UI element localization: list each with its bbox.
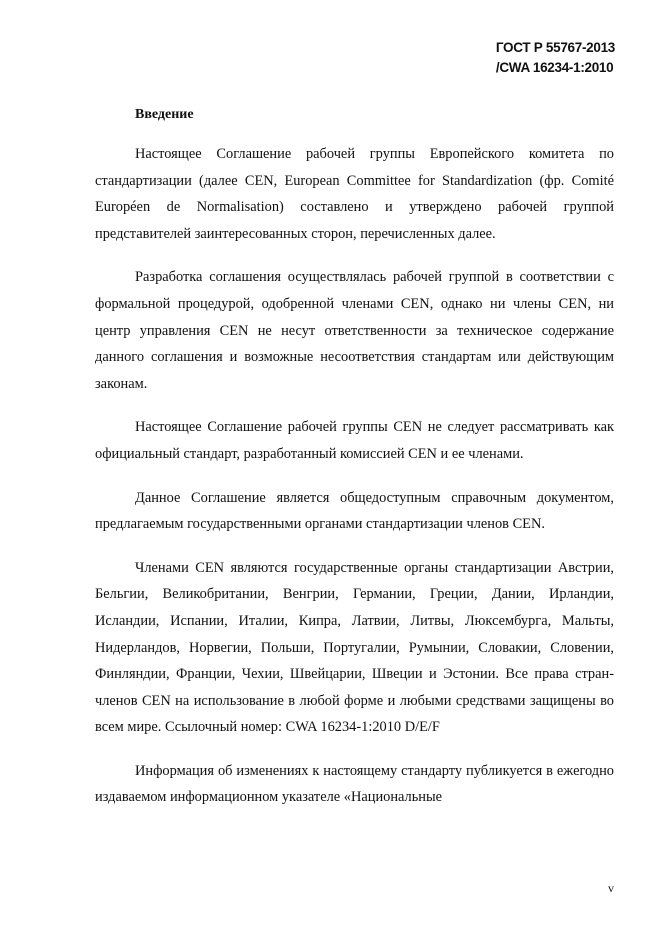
section-title: Введение <box>135 107 194 122</box>
paragraph-2: Разработка соглашения осуществлялась рабочей группой в соответствии с формальной процедурой, одобренной членами CEN, однако ни члены CEN, ни центр управления CEN не несут ответственности за техническое содержание данного соглашения и возможные несоответствия стандартам или действующим законам. <box>95 269 614 392</box>
document-header <box>496 38 615 78</box>
cwa-number: /CWA 16234-1:2010 <box>495 60 614 75</box>
paragraph-5: Членами CEN являются государственные органы стандартизации Австрии, Бельгии, Великобритании, Венгрии, Германии, Греции, Дании, Ирландии, Исландии, Испании, Италии, Кипра, Латвии, Литвы, Люксембурга, Мальты, Нидерландов, Норвегии, Польши, Португалии, Румынии, Словакии, Словении, Финляндии, Франции, Чехии, Швейцарии, Швеции и Эстонии. Все права стран-членов CEN на использование в любой форме и любыми средствами защищены во всем мире. Ссылочный номер: CWA 16234-1:2010 D/E/F <box>95 559 614 736</box>
paragraph-1: Настоящее Соглашение рабочей группы Европейского комитета по стандартизации (далее CEN, European Committee for Standardization (фр. Comité Européen de Normalisation) составлено и утверждено рабочей группой представителей заинтересованных сторон, перечисленных далее. <box>95 146 614 242</box>
gost-number: ГОСТ Р 55767-2013 <box>495 40 615 55</box>
paragraph-3: Настоящее Соглашение рабочей группы CEN не следует рассматривать как официальный стандарт, разработанный комиссией CEN и ее членами. <box>95 419 614 462</box>
paragraph-6: Информация об изменениях к настоящему стандарту публикуется в ежегодно издаваемом информационном указателе «Национальные <box>95 762 614 806</box>
document-body <box>95 106 614 811</box>
paragraph-4: Данное Соглашение является общедоступным справочным документом, предлагаемым государственными органами стандартизации членов CEN. <box>95 489 614 533</box>
page-number: v <box>608 881 614 895</box>
